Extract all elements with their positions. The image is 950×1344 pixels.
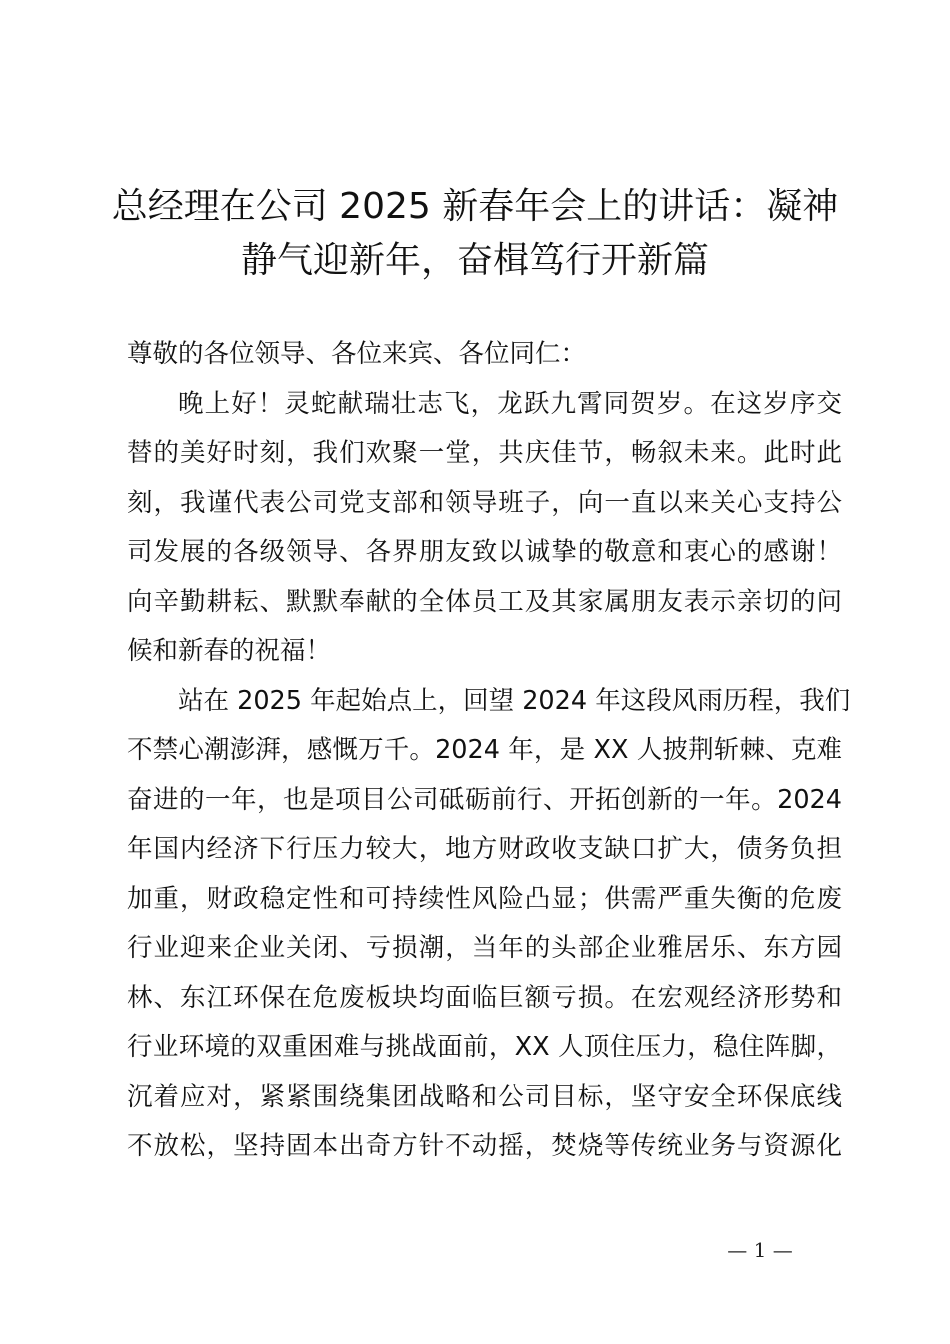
body-line: 沉着应对，紧紧围绕集团战略和公司目标，坚守安全环保底线	[127, 1081, 842, 1112]
title-line-2: 静气迎新年，奋楫笃行开新篇	[240, 240, 709, 281]
body-line: 站在 2025 年起始点上，回望 2024 年这段风雨历程，我们	[178, 685, 851, 716]
page-number: — 1 —	[727, 1238, 793, 1262]
body-line: 替的美好时刻，我们欢聚一堂，共庆佳节，畅叙未来。此时此	[127, 438, 842, 468]
body-line: 候和新春的祝福！	[127, 636, 332, 666]
body-line: 不放松，坚持固本出奇方针不动摇，焚烧等传统业务与资源化	[127, 1131, 842, 1161]
salutation-line: 尊敬的各位领导、各位来宾、各位同仁：	[127, 339, 587, 369]
document-title	[95, 180, 855, 288]
body-line: 不禁心潮澎湃，感慨万千。2024 年，是 XX 人披荆斩棘、克难	[127, 735, 842, 765]
body-line: 司发展的各级领导、各界朋友致以诚挚的敬意和衷心的感谢！	[127, 537, 842, 567]
body-line: 加重，财政稳定性和可持续性风险凸显；供需严重失衡的危废	[127, 883, 842, 914]
title-line-1: 总经理在公司 2025 新春年会上的讲话：凝神	[111, 186, 839, 227]
body-line: 向辛勤耕耘、默默奉献的全体员工及其家属朋友表示亲切的问	[127, 586, 842, 617]
body-line: 晚上好！灵蛇献瑞壮志飞，龙跃九霄同贺岁。在这岁序交	[178, 388, 842, 419]
body-line: 年国内经济下行压力较大，地方财政收支缺口扩大，债务负担	[127, 834, 842, 864]
body-line: 刻，我谨代表公司党支部和领导班子，向一直以来关心支持公	[127, 487, 842, 518]
body-line: 行业迎来企业关闭、亏损潮，当年的头部企业雅居乐、东方园	[127, 933, 842, 963]
document-body	[127, 330, 851, 1172]
body-line: 行业环境的双重困难与挑战面前，XX 人顶住压力，稳住阵脚，	[127, 1032, 842, 1062]
body-line: 林、东江环保在危废板块均面临巨额亏损。在宏观经济形势和	[127, 982, 842, 1013]
body-line: 奋进的一年，也是项目公司砥砺前行、开拓创新的一年。2024	[127, 784, 842, 815]
